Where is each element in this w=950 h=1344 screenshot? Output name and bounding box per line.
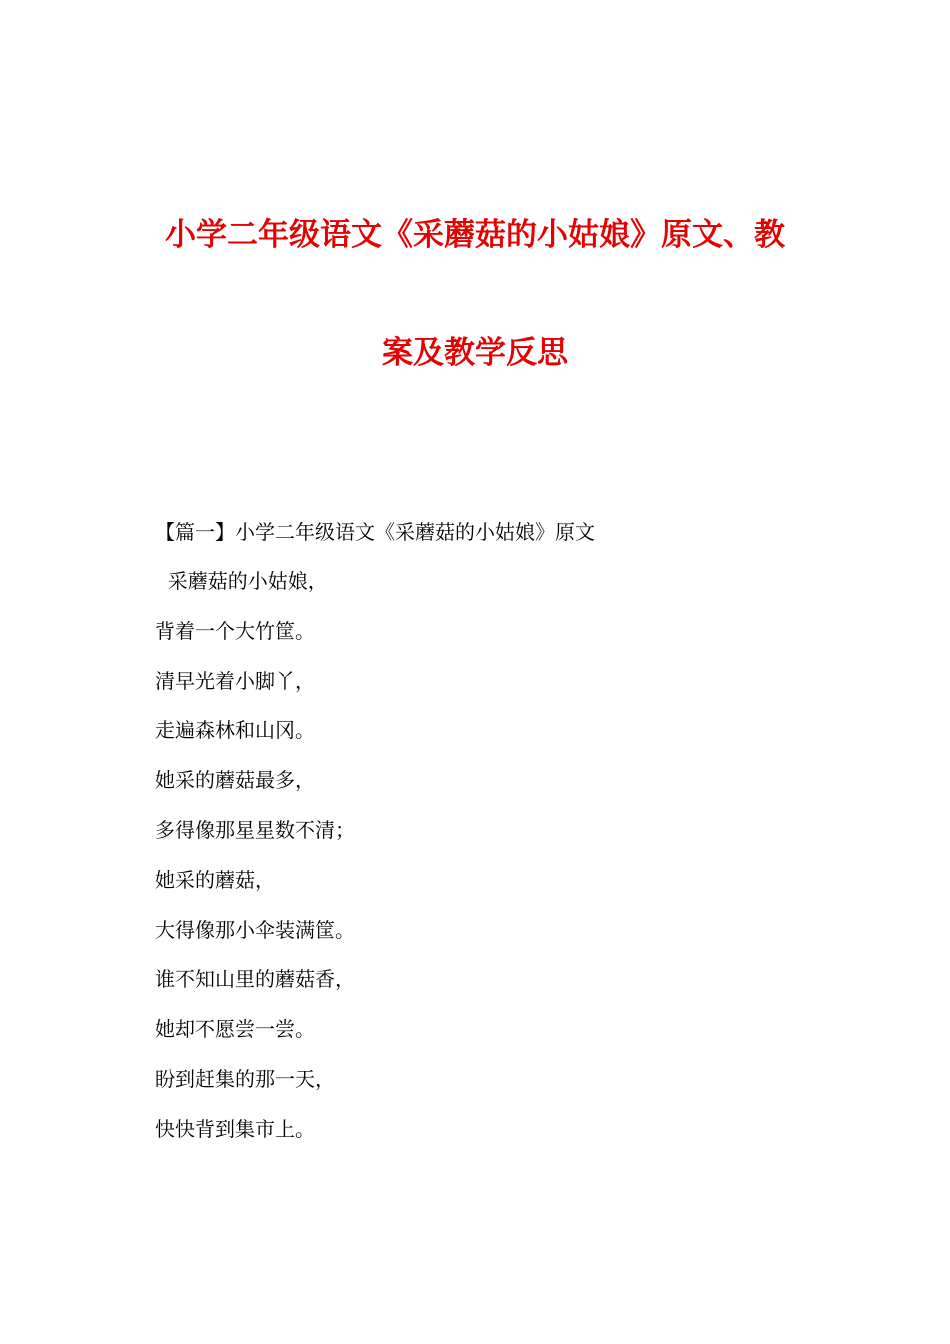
document-title-line-2: 案及教学反思 xyxy=(382,335,568,371)
poem-line: 快快背到集市上。 xyxy=(155,1116,315,1141)
poem-line: 谁不知山里的蘑菇香， xyxy=(155,967,355,992)
poem-line: 多得像那星星数不清； xyxy=(155,817,355,842)
poem-line: 采蘑菇的小姑娘， xyxy=(155,569,328,593)
poem-line: 走遍森林和山冈。 xyxy=(155,718,315,743)
section-heading: 【篇一】小学二年级语文《采蘑菇的小姑娘》原文 xyxy=(155,520,595,544)
poem-line: 背着一个大竹筐。 xyxy=(155,618,315,643)
poem-line: 盼到赶集的那一天， xyxy=(155,1066,335,1091)
poem-line: 她采的蘑菇， xyxy=(155,867,275,892)
poem-line: 大得像那小伞装满筐。 xyxy=(155,917,355,942)
document-title-line-1: 小学二年级语文《采蘑菇的小姑娘》原文、教 xyxy=(165,217,785,253)
poem-text xyxy=(155,566,355,1164)
poem-line: 清早光着小脚丫， xyxy=(155,668,315,693)
poem-line: 她采的蘑菇最多， xyxy=(155,768,315,793)
poem-line: 她却不愿尝一尝。 xyxy=(155,1017,315,1042)
